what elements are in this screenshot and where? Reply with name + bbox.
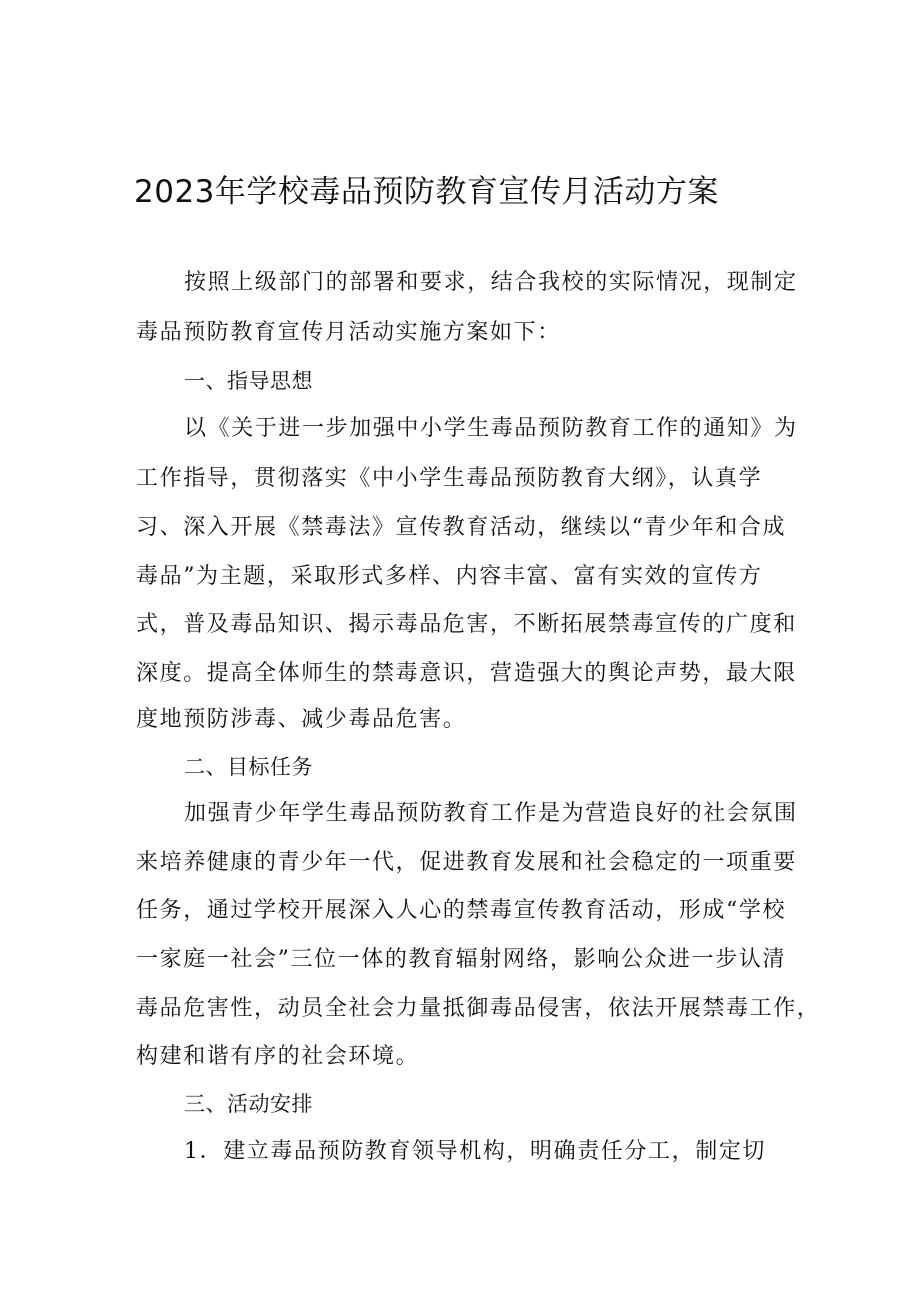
section2-line-1: 加强青少年学生毒品预防教育工作是为营造良好的社会氛围 [184, 801, 798, 826]
section-heading-guiding-ideology: 一、指导思想 [184, 369, 313, 393]
document-title: 2023年学校毒品预防教育宣传月活动方案 [134, 174, 719, 210]
section-heading-activity-arrangements: 三、活动安排 [184, 1092, 313, 1116]
section2-line-5: 毒品危害性，动员全社会力量抵御毒品侵害，依法开展禁毒工作， [136, 996, 821, 1021]
section2-line-6: 构建和谐有序的社会环境。 [136, 1044, 420, 1069]
section1-line-2: 工作指导，贯彻落实《中小学生毒品预防教育大纲》，认真学 [136, 466, 763, 491]
section2-line-3: 任务，通过学校开展深入人心的禁毒宣传教育活动，形成“学校 [136, 898, 787, 923]
section1-line-5: 式，普及毒品知识、揭示毒品危害，不断拓展禁毒宣传的广度和 [136, 612, 797, 637]
section2-line-2: 来培养健康的青少年一代，促进教育发展和社会稳定的一项重要 [136, 850, 797, 875]
section1-line-7: 度地预防涉毒、减少毒品危害。 [136, 707, 467, 732]
section3-line-1: 1．建立毒品预防教育领导机构，明确责任分工，制定切 [184, 1139, 766, 1164]
section-heading-goals-tasks: 二、目标任务 [184, 755, 313, 779]
intro-line-2: 毒品预防教育宣传月活动实施方案如下： [136, 320, 561, 345]
section1-line-6: 深度。提高全体师生的禁毒意识，营造强大的舆论声势，最大限 [136, 661, 797, 686]
section2-line-4: 一家庭一社会”三位一体的教育辐射网络，影响公众进一步认清 [136, 947, 787, 972]
intro-line-1: 按照上级部门的部署和要求，结合我校的实际情况，现制定 [184, 270, 798, 295]
section1-line-3: 习、深入开展《禁毒法》宣传教育活动，继续以“青少年和合成 [136, 515, 787, 540]
section1-line-4: 毒品”为主题，采取形式多样、内容丰富、富有实效的宣传方 [136, 564, 763, 589]
section1-line-1: 以《关于进一步加强中小学生毒品预防教育工作的通知》为 [184, 416, 798, 441]
